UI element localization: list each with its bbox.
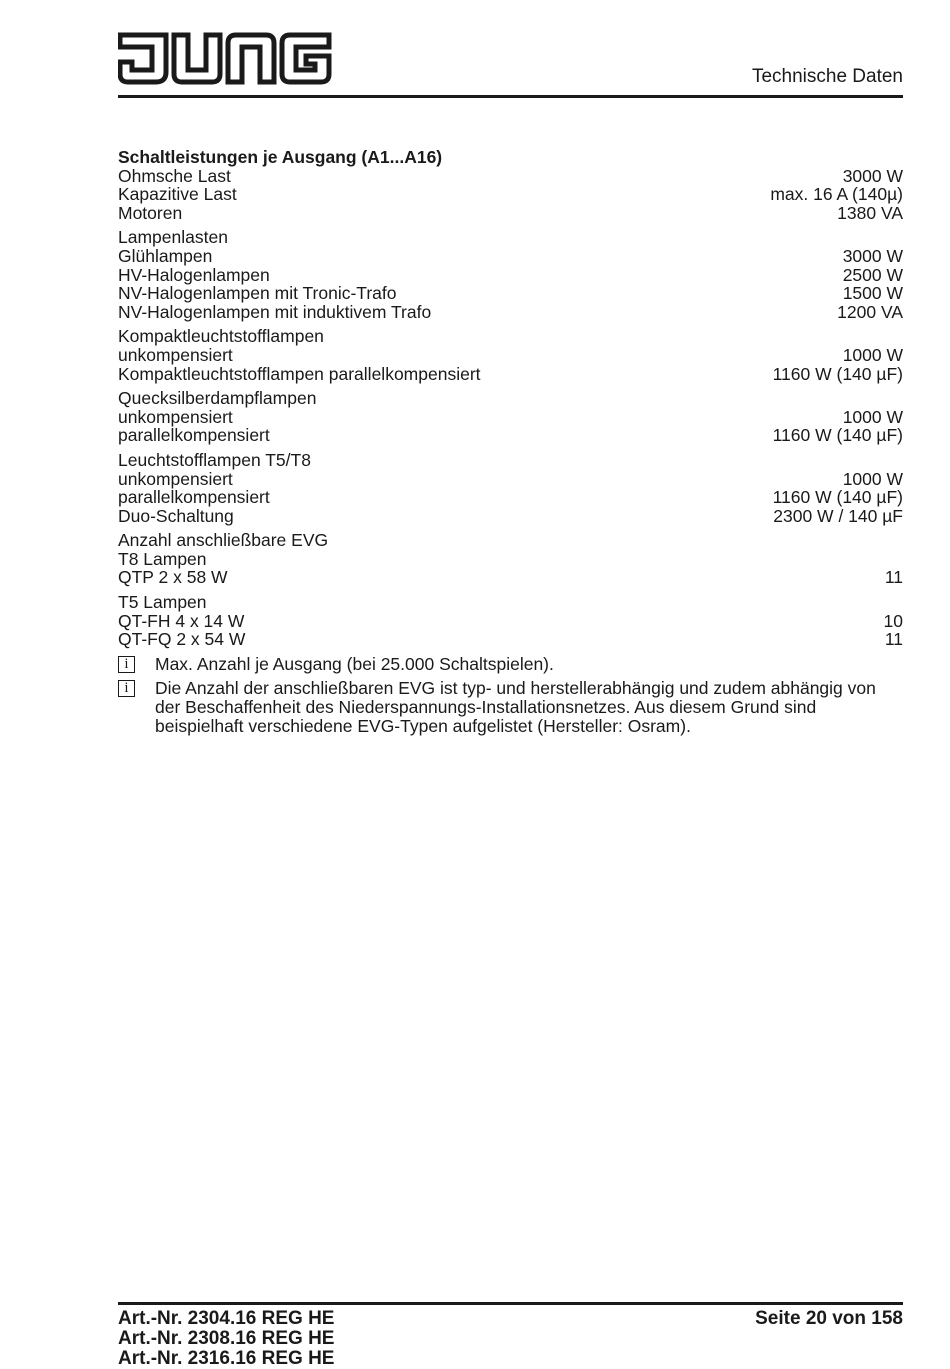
spec-row [118,185,903,204]
spec-label: Kapazitive Last [118,184,237,205]
spec-value: 1160 W (140 µF) [772,425,903,446]
spec-row [118,266,903,285]
page-number: Seite 20 von 158 [755,1308,903,1329]
info-note [118,679,903,735]
spec-row [118,507,903,526]
spec-value: 11 [884,629,903,650]
info-icon: i [118,680,135,697]
spec-groups [118,167,903,649]
spec-row [118,204,903,223]
spec-label: Ohmsche Last [118,165,231,186]
spec-value: 1000 W [842,406,903,427]
note-text: Die Anzahl der anschließbaren EVG ist typ- und herstellerabhängig und zudem abhängig von der Beschaffenheit des Niederspannungs-Installationsnetzes. Aus diesem Grund sind beispielhaft verschiedene EVG-Typen aufgelistet (Hersteller: Osram). [155,678,876,736]
spec-label: Kompaktleuchtstofflampen [118,326,324,347]
spec-group [118,451,903,525]
spec-group [118,593,903,649]
spec-row [118,247,903,266]
spec-label: Leuchtstofflampen T5/T8 [118,449,311,470]
spec-row [118,365,903,384]
spec-row [118,346,903,365]
spec-value: 1000 W [842,344,903,365]
spec-row [118,451,903,470]
spec-label: QT-FH 4 x 14 W [118,610,245,631]
page-header [118,30,903,98]
spec-label: Kompaktleuchtstofflampen parallelkompensiert [118,363,481,384]
technical-data-section [118,148,903,735]
spec-group [118,531,903,587]
spec-value: 2300 W / 140 µF [773,505,903,526]
spec-row [118,167,903,186]
spec-row [118,327,903,346]
spec-value: 2500 W [842,264,903,285]
spec-label: HV-Halogenlampen [118,264,270,285]
info-note [118,655,903,674]
spec-group [118,228,903,321]
spec-label: QTP 2 x 58 W [118,567,228,588]
spec-group [118,327,903,383]
info-icon: i [118,656,135,673]
article-number: Art.-Nr. 2304.16 REG HE [118,1308,335,1329]
spec-value: 3000 W [842,245,903,266]
spec-row [118,303,903,322]
spec-row [118,284,903,303]
article-number: Art.-Nr. 2308.16 REG HE [118,1328,335,1349]
spec-row [118,426,903,445]
notes [118,655,903,735]
header-divider [118,95,903,98]
spec-label: Motoren [118,202,183,223]
spec-value: max. 16 A (140µ) [770,184,903,205]
spec-label: Anzahl anschließbare EVG [118,530,329,551]
spec-value: 1160 W (140 µF) [772,487,903,508]
spec-value: 10 [883,610,903,631]
spec-label: unkompensiert [118,344,233,365]
article-number: Art.-Nr. 2316.16 REG HE [118,1348,335,1369]
spec-row [118,488,903,507]
spec-row [118,470,903,489]
header-title: Technische Daten [751,66,903,87]
spec-row [118,408,903,427]
spec-row [118,389,903,408]
spec-label: Duo-Schaltung [118,505,234,526]
spec-value: 1380 VA [837,202,903,223]
spec-label: parallelkompensiert [118,487,270,508]
spec-value: 1000 W [842,468,903,489]
spec-group [118,167,903,223]
note-text: Max. Anzahl je Ausgang (bei 25.000 Schaltspielen). [155,653,554,674]
spec-row [118,550,903,569]
spec-label: unkompensiert [118,468,233,489]
spec-label: Lampenlasten [118,227,228,248]
spec-label: QT-FQ 2 x 54 W [118,629,246,650]
spec-row [118,568,903,587]
spec-label: parallelkompensiert [118,425,270,446]
spec-label: T5 Lampen [118,592,207,613]
spec-row [118,593,903,612]
page-footer [118,1309,903,1369]
spec-value: 3000 W [842,165,903,186]
spec-row [118,228,903,247]
spec-label: Glühlampen [118,245,213,266]
spec-group [118,389,903,445]
jung-logo [118,32,332,91]
footer-divider [118,1302,903,1305]
spec-row [118,612,903,631]
spec-value: 1160 W (140 µF) [772,363,903,384]
spec-label: NV-Halogenlampen mit induktivem Trafo [118,301,432,322]
spec-label: Quecksilberdampflampen [118,388,317,409]
spec-row [118,531,903,550]
spec-label: NV-Halogenlampen mit Tronic-Trafo [118,283,397,304]
spec-row [118,630,903,649]
spec-value: 11 [884,567,903,588]
spec-value: 1500 W [842,283,903,304]
section-title: Schaltleistungen je Ausgang (A1...A16) [118,147,443,167]
spec-label: T8 Lampen [118,548,207,569]
spec-label: unkompensiert [118,406,233,427]
spec-value: 1200 VA [837,301,903,322]
jung-logo-graphic [118,32,332,86]
